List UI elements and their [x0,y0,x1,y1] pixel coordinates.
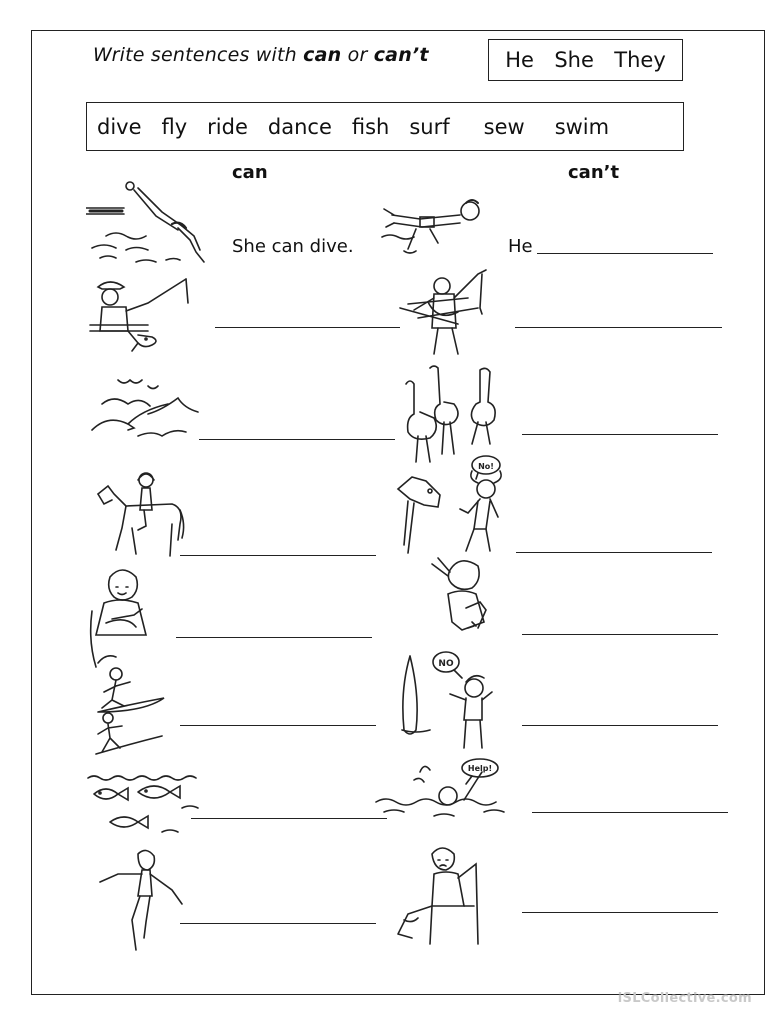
answer-line-cant-8[interactable] [522,912,718,913]
pronoun-box [488,39,683,81]
diver-icon [86,178,210,270]
verb-sew: sew [483,114,525,139]
ostriches-icon [396,364,498,468]
surfers-icon [94,664,166,758]
verb-swim: swim [554,114,610,139]
pronoun-he: He [505,48,534,72]
example-sentence-can: She can dive. [232,236,354,257]
answer-line-cant-5[interactable] [522,634,718,635]
pronoun-they: They [614,48,666,72]
tangled-fisher-icon [398,268,494,364]
belly-flop-icon [380,193,492,257]
horse-rider-icon [92,470,188,562]
example-sentence-cant-start: He [508,236,533,257]
verb-ride: ride [207,114,248,139]
answer-line-cant-2[interactable] [515,327,722,328]
watermark: iSLCollective.com [617,991,752,1006]
answer-line-can-4[interactable] [180,555,376,556]
answer-line-can-6[interactable] [180,725,376,726]
answer-line-cant-1[interactable] [537,253,713,254]
answer-line-cant-6[interactable] [522,725,718,726]
no-surf-icon [400,648,504,754]
answer-line-can-7[interactable] [191,818,387,819]
answer-line-can-3[interactable] [199,439,395,440]
bubble-no-1: No! [478,462,494,471]
answer-line-can-5[interactable] [176,637,372,638]
drowning-swimmer-icon [374,756,520,826]
sewing-woman-icon [86,563,156,673]
answer-line-cant-4[interactable] [516,552,712,553]
verb-box [86,102,684,151]
scared-rider-icon [394,455,520,559]
bubble-help: Help! [467,764,493,773]
answer-line-cant-7[interactable] [532,812,728,813]
column-heading-can: can [232,162,268,183]
swimming-fish-icon [86,772,208,842]
sewing-fail-icon [428,552,494,644]
pronoun-she: She [554,48,594,72]
verb-dance: dance [267,114,332,139]
verb-fly: fly [161,114,188,139]
verb-fish: fish [351,114,390,139]
fisherman-icon [88,273,198,357]
injured-dancer-icon [394,844,486,952]
bubble-no-2: NO [438,659,454,669]
answer-line-can-8[interactable] [180,923,376,924]
verb-surf: surf [409,114,450,139]
answer-line-cant-3[interactable] [522,434,718,435]
column-heading-cant: can’t [568,162,620,183]
worksheet-instruction: Write sentences with can or can’t [93,44,429,66]
verb-dive: dive [97,114,142,139]
flying-birds-icon [88,374,200,448]
answer-line-can-2[interactable] [215,327,400,328]
dancer-icon [96,846,184,956]
